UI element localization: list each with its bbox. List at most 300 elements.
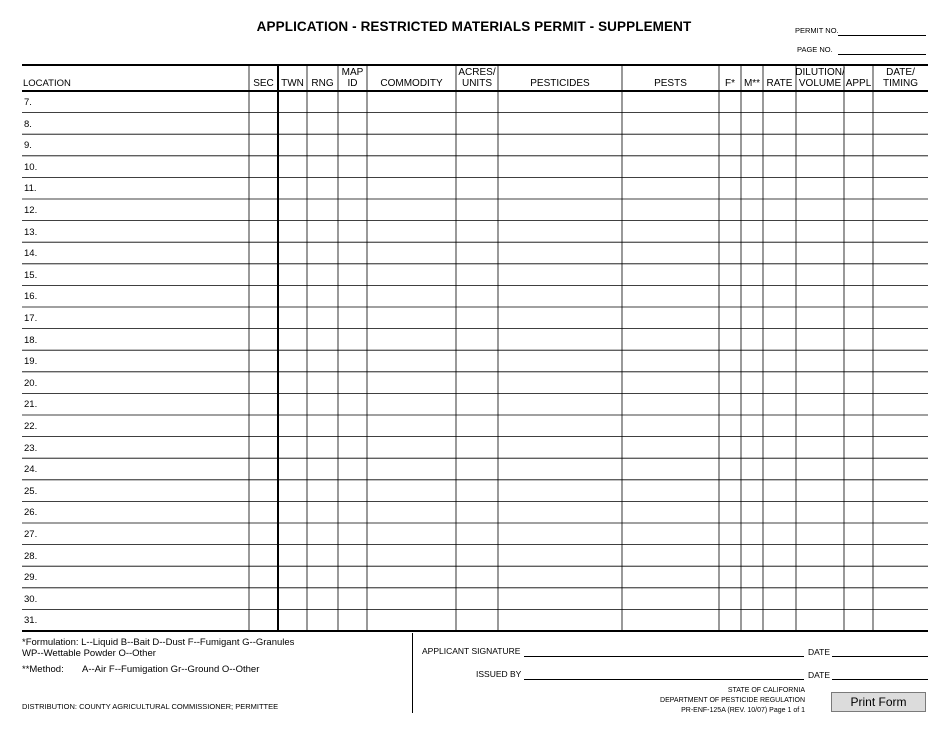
- table-cell-location[interactable]: [22, 480, 249, 502]
- table-cell-m[interactable]: [741, 264, 763, 286]
- table-cell-map-id[interactable]: [338, 350, 367, 372]
- table-cell-map-id[interactable]: [338, 264, 367, 286]
- table-cell-pests[interactable]: [622, 609, 719, 631]
- table-cell-rng[interactable]: [307, 501, 338, 523]
- table-cell-acres-units[interactable]: [456, 264, 498, 286]
- table-cell-acres-units[interactable]: [456, 134, 498, 156]
- table-cell-dilution-volume[interactable]: [796, 415, 844, 437]
- table-cell-pesticides[interactable]: [498, 437, 622, 459]
- table-cell-commodity[interactable]: [367, 177, 456, 199]
- table-cell-rate[interactable]: [763, 609, 796, 631]
- table-cell-date-timing[interactable]: [873, 221, 928, 243]
- table-cell-pests[interactable]: [622, 415, 719, 437]
- table-cell-f[interactable]: [719, 609, 741, 631]
- table-cell-appl[interactable]: [844, 285, 873, 307]
- table-cell-pests[interactable]: [622, 199, 719, 221]
- table-cell-commodity[interactable]: [367, 566, 456, 588]
- table-cell-m[interactable]: [741, 350, 763, 372]
- table-cell-rng[interactable]: [307, 91, 338, 113]
- table-cell-map-id[interactable]: [338, 501, 367, 523]
- table-cell-sec[interactable]: [249, 501, 278, 523]
- table-cell-f[interactable]: [719, 545, 741, 567]
- table-cell-pests[interactable]: [622, 285, 719, 307]
- table-cell-date-timing[interactable]: [873, 545, 928, 567]
- table-cell-date-timing[interactable]: [873, 501, 928, 523]
- table-cell-pesticides[interactable]: [498, 242, 622, 264]
- table-cell-date-timing[interactable]: [873, 415, 928, 437]
- table-cell-appl[interactable]: [844, 545, 873, 567]
- table-cell-dilution-volume[interactable]: [796, 221, 844, 243]
- table-cell-m[interactable]: [741, 393, 763, 415]
- table-cell-twn[interactable]: [278, 523, 307, 545]
- table-cell-location[interactable]: [22, 350, 249, 372]
- table-cell-dilution-volume[interactable]: [796, 156, 844, 178]
- table-cell-location[interactable]: [22, 91, 249, 113]
- table-cell-sec[interactable]: [249, 113, 278, 135]
- table-cell-commodity[interactable]: [367, 134, 456, 156]
- table-cell-rate[interactable]: [763, 545, 796, 567]
- table-cell-f[interactable]: [719, 156, 741, 178]
- table-cell-commodity[interactable]: [367, 437, 456, 459]
- table-cell-pests[interactable]: [622, 588, 719, 610]
- table-cell-dilution-volume[interactable]: [796, 588, 844, 610]
- table-cell-m[interactable]: [741, 523, 763, 545]
- table-cell-rate[interactable]: [763, 415, 796, 437]
- table-cell-rate[interactable]: [763, 372, 796, 394]
- table-cell-pests[interactable]: [622, 480, 719, 502]
- table-cell-date-timing[interactable]: [873, 588, 928, 610]
- table-cell-m[interactable]: [741, 199, 763, 221]
- table-cell-dilution-volume[interactable]: [796, 350, 844, 372]
- table-cell-rng[interactable]: [307, 480, 338, 502]
- table-cell-location[interactable]: [22, 523, 249, 545]
- table-cell-map-id[interactable]: [338, 437, 367, 459]
- table-cell-twn[interactable]: [278, 393, 307, 415]
- table-cell-pesticides[interactable]: [498, 523, 622, 545]
- table-cell-rng[interactable]: [307, 264, 338, 286]
- table-cell-dilution-volume[interactable]: [796, 242, 844, 264]
- table-cell-pests[interactable]: [622, 156, 719, 178]
- table-cell-pesticides[interactable]: [498, 350, 622, 372]
- table-cell-acres-units[interactable]: [456, 501, 498, 523]
- table-cell-acres-units[interactable]: [456, 242, 498, 264]
- table-cell-date-timing[interactable]: [873, 134, 928, 156]
- table-cell-twn[interactable]: [278, 588, 307, 610]
- table-cell-dilution-volume[interactable]: [796, 437, 844, 459]
- table-cell-location[interactable]: [22, 156, 249, 178]
- table-cell-twn[interactable]: [278, 199, 307, 221]
- table-cell-dilution-volume[interactable]: [796, 307, 844, 329]
- table-cell-commodity[interactable]: [367, 242, 456, 264]
- table-cell-location[interactable]: [22, 177, 249, 199]
- table-cell-f[interactable]: [719, 134, 741, 156]
- table-cell-appl[interactable]: [844, 113, 873, 135]
- table-cell-rate[interactable]: [763, 350, 796, 372]
- table-cell-dilution-volume[interactable]: [796, 177, 844, 199]
- table-cell-pests[interactable]: [622, 113, 719, 135]
- table-cell-rate[interactable]: [763, 437, 796, 459]
- table-cell-commodity[interactable]: [367, 415, 456, 437]
- table-cell-location[interactable]: [22, 199, 249, 221]
- table-cell-map-id[interactable]: [338, 307, 367, 329]
- table-cell-pesticides[interactable]: [498, 545, 622, 567]
- table-cell-pests[interactable]: [622, 307, 719, 329]
- table-cell-location[interactable]: [22, 501, 249, 523]
- table-cell-pests[interactable]: [622, 221, 719, 243]
- table-cell-rng[interactable]: [307, 372, 338, 394]
- table-cell-appl[interactable]: [844, 134, 873, 156]
- table-cell-rate[interactable]: [763, 134, 796, 156]
- table-cell-m[interactable]: [741, 242, 763, 264]
- table-cell-map-id[interactable]: [338, 393, 367, 415]
- table-cell-rate[interactable]: [763, 156, 796, 178]
- table-cell-f[interactable]: [719, 501, 741, 523]
- table-cell-rate[interactable]: [763, 91, 796, 113]
- table-cell-appl[interactable]: [844, 91, 873, 113]
- table-cell-m[interactable]: [741, 177, 763, 199]
- table-cell-commodity[interactable]: [367, 264, 456, 286]
- table-cell-rng[interactable]: [307, 393, 338, 415]
- table-cell-appl[interactable]: [844, 156, 873, 178]
- table-cell-f[interactable]: [719, 242, 741, 264]
- table-cell-map-id[interactable]: [338, 566, 367, 588]
- table-cell-map-id[interactable]: [338, 545, 367, 567]
- table-cell-date-timing[interactable]: [873, 372, 928, 394]
- table-cell-map-id[interactable]: [338, 458, 367, 480]
- table-cell-commodity[interactable]: [367, 156, 456, 178]
- table-cell-commodity[interactable]: [367, 609, 456, 631]
- table-cell-date-timing[interactable]: [873, 458, 928, 480]
- table-cell-pests[interactable]: [622, 566, 719, 588]
- table-cell-dilution-volume[interactable]: [796, 91, 844, 113]
- table-cell-rng[interactable]: [307, 415, 338, 437]
- table-cell-appl[interactable]: [844, 393, 873, 415]
- table-cell-f[interactable]: [719, 566, 741, 588]
- table-cell-twn[interactable]: [278, 113, 307, 135]
- table-cell-acres-units[interactable]: [456, 221, 498, 243]
- table-cell-dilution-volume[interactable]: [796, 458, 844, 480]
- table-cell-f[interactable]: [719, 372, 741, 394]
- table-cell-commodity[interactable]: [367, 501, 456, 523]
- table-cell-f[interactable]: [719, 437, 741, 459]
- table-cell-date-timing[interactable]: [873, 566, 928, 588]
- table-cell-date-timing[interactable]: [873, 480, 928, 502]
- table-cell-date-timing[interactable]: [873, 242, 928, 264]
- table-cell-map-id[interactable]: [338, 134, 367, 156]
- table-cell-f[interactable]: [719, 264, 741, 286]
- table-cell-date-timing[interactable]: [873, 307, 928, 329]
- table-cell-f[interactable]: [719, 285, 741, 307]
- table-cell-twn[interactable]: [278, 350, 307, 372]
- table-cell-map-id[interactable]: [338, 372, 367, 394]
- table-cell-twn[interactable]: [278, 329, 307, 351]
- table-cell-f[interactable]: [719, 307, 741, 329]
- table-cell-rate[interactable]: [763, 221, 796, 243]
- table-cell-date-timing[interactable]: [873, 156, 928, 178]
- table-cell-acres-units[interactable]: [456, 437, 498, 459]
- table-cell-pesticides[interactable]: [498, 415, 622, 437]
- table-cell-pesticides[interactable]: [498, 199, 622, 221]
- table-cell-pests[interactable]: [622, 545, 719, 567]
- table-cell-pesticides[interactable]: [498, 566, 622, 588]
- table-cell-commodity[interactable]: [367, 329, 456, 351]
- table-cell-commodity[interactable]: [367, 113, 456, 135]
- table-cell-f[interactable]: [719, 588, 741, 610]
- table-cell-rate[interactable]: [763, 199, 796, 221]
- table-cell-dilution-volume[interactable]: [796, 113, 844, 135]
- table-cell-acres-units[interactable]: [456, 566, 498, 588]
- table-cell-f[interactable]: [719, 415, 741, 437]
- table-cell-rate[interactable]: [763, 329, 796, 351]
- table-cell-acres-units[interactable]: [456, 350, 498, 372]
- table-cell-twn[interactable]: [278, 415, 307, 437]
- table-cell-pests[interactable]: [622, 329, 719, 351]
- table-cell-sec[interactable]: [249, 199, 278, 221]
- table-cell-pesticides[interactable]: [498, 264, 622, 286]
- table-cell-date-timing[interactable]: [873, 285, 928, 307]
- table-cell-sec[interactable]: [249, 458, 278, 480]
- table-cell-map-id[interactable]: [338, 285, 367, 307]
- applicant-date-field[interactable]: [832, 656, 928, 657]
- table-cell-sec[interactable]: [249, 415, 278, 437]
- table-cell-rng[interactable]: [307, 609, 338, 631]
- table-cell-map-id[interactable]: [338, 609, 367, 631]
- table-cell-f[interactable]: [719, 480, 741, 502]
- table-cell-dilution-volume[interactable]: [796, 264, 844, 286]
- table-cell-rng[interactable]: [307, 329, 338, 351]
- table-cell-location[interactable]: [22, 437, 249, 459]
- table-cell-rate[interactable]: [763, 285, 796, 307]
- table-cell-sec[interactable]: [249, 329, 278, 351]
- table-cell-pesticides[interactable]: [498, 91, 622, 113]
- table-cell-twn[interactable]: [278, 177, 307, 199]
- table-cell-f[interactable]: [719, 199, 741, 221]
- table-cell-acres-units[interactable]: [456, 415, 498, 437]
- table-cell-rate[interactable]: [763, 177, 796, 199]
- table-cell-sec[interactable]: [249, 566, 278, 588]
- table-cell-rng[interactable]: [307, 307, 338, 329]
- table-cell-location[interactable]: [22, 329, 249, 351]
- table-cell-m[interactable]: [741, 588, 763, 610]
- table-cell-rng[interactable]: [307, 523, 338, 545]
- table-cell-rng[interactable]: [307, 545, 338, 567]
- table-cell-m[interactable]: [741, 415, 763, 437]
- table-cell-pesticides[interactable]: [498, 588, 622, 610]
- table-cell-rng[interactable]: [307, 221, 338, 243]
- table-cell-location[interactable]: [22, 134, 249, 156]
- table-cell-pests[interactable]: [622, 177, 719, 199]
- table-cell-pests[interactable]: [622, 458, 719, 480]
- table-cell-map-id[interactable]: [338, 156, 367, 178]
- table-cell-appl[interactable]: [844, 199, 873, 221]
- table-cell-date-timing[interactable]: [873, 437, 928, 459]
- issued-date-field[interactable]: [832, 679, 928, 680]
- table-cell-sec[interactable]: [249, 177, 278, 199]
- table-cell-rng[interactable]: [307, 134, 338, 156]
- table-cell-dilution-volume[interactable]: [796, 480, 844, 502]
- table-cell-m[interactable]: [741, 609, 763, 631]
- table-cell-date-timing[interactable]: [873, 199, 928, 221]
- table-cell-commodity[interactable]: [367, 588, 456, 610]
- table-cell-location[interactable]: [22, 113, 249, 135]
- table-cell-pests[interactable]: [622, 372, 719, 394]
- table-cell-map-id[interactable]: [338, 242, 367, 264]
- table-cell-twn[interactable]: [278, 372, 307, 394]
- table-cell-appl[interactable]: [844, 588, 873, 610]
- table-cell-appl[interactable]: [844, 329, 873, 351]
- applicant-signature-field[interactable]: [524, 656, 804, 657]
- table-cell-acres-units[interactable]: [456, 393, 498, 415]
- table-cell-sec[interactable]: [249, 609, 278, 631]
- table-cell-appl[interactable]: [844, 350, 873, 372]
- table-cell-rng[interactable]: [307, 199, 338, 221]
- table-cell-appl[interactable]: [844, 480, 873, 502]
- table-cell-pesticides[interactable]: [498, 393, 622, 415]
- table-cell-dilution-volume[interactable]: [796, 372, 844, 394]
- table-cell-twn[interactable]: [278, 221, 307, 243]
- table-cell-pests[interactable]: [622, 523, 719, 545]
- table-cell-rng[interactable]: [307, 437, 338, 459]
- table-cell-commodity[interactable]: [367, 458, 456, 480]
- table-cell-pesticides[interactable]: [498, 458, 622, 480]
- table-cell-date-timing[interactable]: [873, 523, 928, 545]
- table-cell-map-id[interactable]: [338, 177, 367, 199]
- table-cell-rng[interactable]: [307, 177, 338, 199]
- table-cell-sec[interactable]: [249, 480, 278, 502]
- table-cell-commodity[interactable]: [367, 393, 456, 415]
- table-cell-pesticides[interactable]: [498, 329, 622, 351]
- table-cell-twn[interactable]: [278, 545, 307, 567]
- table-cell-date-timing[interactable]: [873, 350, 928, 372]
- table-cell-m[interactable]: [741, 480, 763, 502]
- table-cell-map-id[interactable]: [338, 329, 367, 351]
- table-cell-appl[interactable]: [844, 264, 873, 286]
- table-cell-appl[interactable]: [844, 307, 873, 329]
- table-cell-commodity[interactable]: [367, 372, 456, 394]
- table-cell-m[interactable]: [741, 458, 763, 480]
- table-cell-appl[interactable]: [844, 221, 873, 243]
- table-cell-rate[interactable]: [763, 113, 796, 135]
- table-cell-pests[interactable]: [622, 134, 719, 156]
- table-cell-m[interactable]: [741, 285, 763, 307]
- table-cell-rng[interactable]: [307, 588, 338, 610]
- table-cell-map-id[interactable]: [338, 415, 367, 437]
- table-cell-appl[interactable]: [844, 566, 873, 588]
- table-cell-m[interactable]: [741, 545, 763, 567]
- table-cell-commodity[interactable]: [367, 221, 456, 243]
- table-cell-acres-units[interactable]: [456, 545, 498, 567]
- table-cell-rate[interactable]: [763, 588, 796, 610]
- table-cell-f[interactable]: [719, 177, 741, 199]
- table-cell-location[interactable]: [22, 566, 249, 588]
- table-cell-commodity[interactable]: [367, 350, 456, 372]
- table-cell-twn[interactable]: [278, 242, 307, 264]
- table-cell-date-timing[interactable]: [873, 393, 928, 415]
- table-cell-m[interactable]: [741, 501, 763, 523]
- table-cell-sec[interactable]: [249, 393, 278, 415]
- table-cell-location[interactable]: [22, 458, 249, 480]
- table-cell-twn[interactable]: [278, 480, 307, 502]
- table-cell-rate[interactable]: [763, 523, 796, 545]
- table-cell-pests[interactable]: [622, 350, 719, 372]
- table-cell-sec[interactable]: [249, 350, 278, 372]
- table-cell-pesticides[interactable]: [498, 501, 622, 523]
- table-cell-location[interactable]: [22, 264, 249, 286]
- table-cell-location[interactable]: [22, 242, 249, 264]
- table-cell-rate[interactable]: [763, 393, 796, 415]
- table-cell-location[interactable]: [22, 221, 249, 243]
- table-cell-rng[interactable]: [307, 285, 338, 307]
- table-cell-sec[interactable]: [249, 588, 278, 610]
- table-cell-f[interactable]: [719, 221, 741, 243]
- table-cell-map-id[interactable]: [338, 199, 367, 221]
- table-cell-sec[interactable]: [249, 264, 278, 286]
- table-cell-f[interactable]: [719, 458, 741, 480]
- table-cell-pesticides[interactable]: [498, 113, 622, 135]
- table-cell-appl[interactable]: [844, 372, 873, 394]
- table-cell-m[interactable]: [741, 113, 763, 135]
- table-cell-rng[interactable]: [307, 242, 338, 264]
- table-cell-twn[interactable]: [278, 285, 307, 307]
- table-cell-date-timing[interactable]: [873, 609, 928, 631]
- table-cell-pests[interactable]: [622, 264, 719, 286]
- table-cell-acres-units[interactable]: [456, 480, 498, 502]
- table-cell-sec[interactable]: [249, 285, 278, 307]
- table-cell-f[interactable]: [719, 329, 741, 351]
- table-cell-m[interactable]: [741, 566, 763, 588]
- table-cell-pesticides[interactable]: [498, 285, 622, 307]
- table-cell-sec[interactable]: [249, 307, 278, 329]
- table-cell-m[interactable]: [741, 221, 763, 243]
- table-cell-sec[interactable]: [249, 91, 278, 113]
- table-cell-acres-units[interactable]: [456, 307, 498, 329]
- table-cell-date-timing[interactable]: [873, 113, 928, 135]
- table-cell-acres-units[interactable]: [456, 329, 498, 351]
- table-cell-location[interactable]: [22, 372, 249, 394]
- table-cell-appl[interactable]: [844, 609, 873, 631]
- table-cell-rate[interactable]: [763, 242, 796, 264]
- table-cell-pesticides[interactable]: [498, 177, 622, 199]
- table-cell-rate[interactable]: [763, 566, 796, 588]
- table-cell-acres-units[interactable]: [456, 156, 498, 178]
- table-cell-map-id[interactable]: [338, 523, 367, 545]
- table-cell-sec[interactable]: [249, 221, 278, 243]
- table-cell-m[interactable]: [741, 307, 763, 329]
- table-cell-pests[interactable]: [622, 393, 719, 415]
- table-cell-location[interactable]: [22, 307, 249, 329]
- table-cell-m[interactable]: [741, 134, 763, 156]
- table-cell-appl[interactable]: [844, 177, 873, 199]
- table-cell-twn[interactable]: [278, 437, 307, 459]
- table-cell-sec[interactable]: [249, 156, 278, 178]
- table-cell-dilution-volume[interactable]: [796, 566, 844, 588]
- table-cell-location[interactable]: [22, 588, 249, 610]
- table-cell-pests[interactable]: [622, 91, 719, 113]
- table-cell-commodity[interactable]: [367, 285, 456, 307]
- table-cell-date-timing[interactable]: [873, 264, 928, 286]
- table-cell-twn[interactable]: [278, 264, 307, 286]
- table-cell-twn[interactable]: [278, 91, 307, 113]
- table-cell-twn[interactable]: [278, 566, 307, 588]
- table-cell-twn[interactable]: [278, 156, 307, 178]
- table-cell-location[interactable]: [22, 393, 249, 415]
- table-cell-f[interactable]: [719, 523, 741, 545]
- table-cell-pesticides[interactable]: [498, 609, 622, 631]
- table-cell-m[interactable]: [741, 156, 763, 178]
- table-cell-pests[interactable]: [622, 437, 719, 459]
- table-cell-m[interactable]: [741, 372, 763, 394]
- table-cell-appl[interactable]: [844, 437, 873, 459]
